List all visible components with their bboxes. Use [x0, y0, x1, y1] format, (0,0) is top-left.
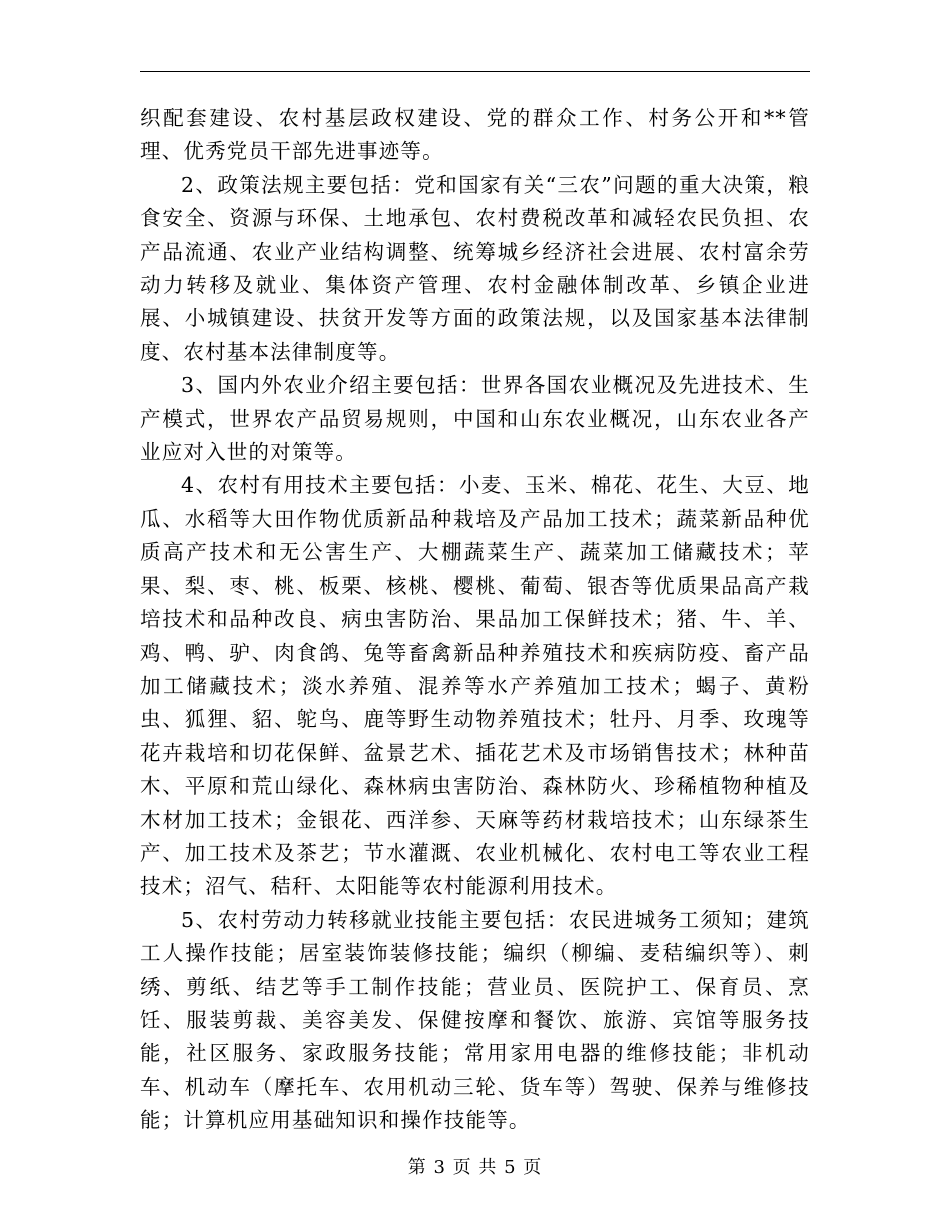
- paragraph-labor-transfer-skills: 5、农村劳动力转移就业技能主要包括：农民进城务工须知；建筑工人操作技能；居室装饰装修技能；编织（柳编、麦秸编织等）、刺绣、剪纸、结艺等手工制作技能；营业员、医院护工、保育员、烹饪、服装剪裁、美容美发、保健按摩和餐饮、旅游、宾馆等服务技能，社区服务、家政服务技能；常用家用电器的维修技能；非机动车、机动车（摩托车、农用机动三轮、货车等）驾驶、保养与维修技能；计算机应用基础知识和操作技能等。: [140, 907, 810, 1133]
- page-number: 第 3 页 共 5 页: [407, 1157, 543, 1178]
- paragraph-agriculture-overview: 3、国内外农业介绍主要包括：世界各国农业概况及先进技术、生产模式，世界农产品贸易规则，中国和山东农业概况，山东农业各产业应对入世的对策等。: [140, 373, 810, 465]
- paragraph-continuation: 织配套建设、农村基层政权建设、党的群众工作、村务公开和**管理、优秀党员干部先进事迹等。: [140, 106, 810, 164]
- document-body: [140, 102, 810, 1138]
- header-rule: [140, 71, 810, 72]
- paragraph-policy-regulations: 2、政策法规主要包括：党和国家有关“三农”问题的重大决策，粮食安全、资源与环保、土地承包、农村费税改革和减轻农民负担、农产品流通、农业产业结构调整、统筹城乡经济社会进展、农村富余劳动力转移及就业、集体资产管理、农村金融体制改革、乡镇企业进展、小城镇建设、扶贫开发等方面的政策法规，以及国家基本法律制度、农村基本法律制度等。: [140, 172, 810, 364]
- paragraph-practical-techniques: 4、农村有用技术主要包括：小麦、玉米、棉花、花生、大豆、地瓜、水稻等大田作物优质新品种栽培及产品加工技术；蔬菜新品种优质高产技术和无公害生产、大棚蔬菜生产、蔬菜加工储藏技术；苹果、梨、枣、桃、板栗、核桃、樱桃、葡萄、银杏等优质果品高产栽培技术和品种改良、病虫害防治、果品加工保鲜技术；猪、牛、羊、鸡、鸭、驴、肉食鸽、兔等畜禽新品种养殖技术和疾病防疫、畜产品加工储藏技术；淡水养殖、混养等水产养殖加工技术；蝎子、黄粉虫、狐狸、貂、鸵鸟、鹿等野生动物养殖技术；牡丹、月季、玫瑰等花卉栽培和切花保鲜、盆景艺术、插花艺术及市场销售技术；林种苗木、平原和荒山绿化、森林病虫害防治、森林防火、珍稀植物种植及木材加工技术；金银花、西洋参、天麻等药材栽培技术；山东绿茶生产、加工技术及茶艺；节水灌溉、农业机械化、农村电工等农业工程技术；沼气、秸秆、太阳能等农村能源利用技术。: [140, 473, 810, 899]
